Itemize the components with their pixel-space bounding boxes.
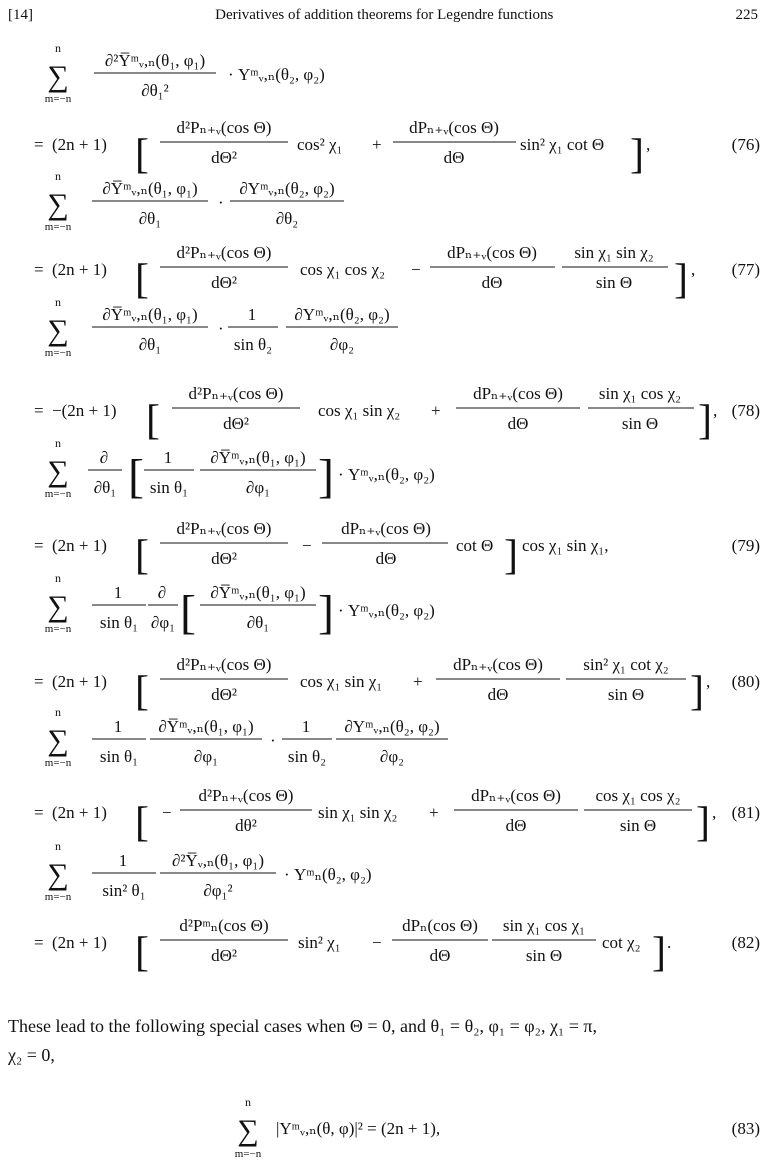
svg-text:]: ]: [504, 533, 518, 579]
svg-text:−: −: [411, 260, 421, 279]
svg-text:d²Pₙ₊ᵥ(cos Θ): d²Pₙ₊ᵥ(cos Θ): [176, 243, 272, 262]
svg-text:∑: ∑: [47, 455, 69, 488]
svg-text:[: [: [146, 398, 160, 444]
svg-text:sin θ₁: sin θ₁: [99, 747, 139, 766]
svg-text:=: =: [34, 260, 44, 279]
svg-text:(2n + 1): (2n + 1): [52, 536, 107, 555]
svg-text:∑: ∑: [47, 188, 69, 221]
svg-text:∂Y̅ᵐᵥ,ₙ(θ₁, φ₁): ∂Y̅ᵐᵥ,ₙ(θ₁, φ₁): [210, 448, 306, 467]
eq82-rhs: [34, 916, 760, 976]
svg-text:dΘ: dΘ: [507, 414, 529, 433]
svg-text:m=−n: m=−n: [44, 347, 72, 359]
svg-text:∂Yᵐᵥ,ₙ(θ₂, φ₂): ∂Yᵐᵥ,ₙ(θ₂, φ₂): [294, 305, 390, 324]
eq-number: (77): [731, 260, 760, 279]
eq77-lhs: [45, 169, 344, 233]
svg-text:n: n: [55, 705, 61, 719]
svg-text:n: n: [55, 436, 61, 450]
prose-line-2: χ₂ = 0,: [8, 1045, 55, 1065]
svg-text:Yᵐᵥ,ₙ(θ₂, φ₂): Yᵐᵥ,ₙ(θ₂, φ₂): [348, 465, 435, 484]
svg-text:sin θ₁: sin θ₁: [149, 478, 189, 497]
eq79-lhs: [45, 436, 435, 503]
eq79-rhs: [34, 519, 760, 579]
svg-text:sin χ₁ sin χ₂: sin χ₁ sin χ₂: [574, 243, 654, 262]
svg-text:−: −: [302, 536, 312, 555]
svg-text:1: 1: [113, 717, 123, 736]
svg-text:∂θ₂: ∂θ₂: [275, 209, 299, 228]
svg-text:∂: ∂: [157, 583, 167, 602]
svg-text:−: −: [162, 803, 172, 822]
y2: Yᵐᵥ,ₙ(θ₂, φ₂): [238, 65, 325, 84]
frac-den: dΘ²: [211, 148, 237, 167]
svg-text:+: +: [431, 401, 441, 420]
svg-text:dΘ²: dΘ²: [223, 414, 249, 433]
svg-text:dθ²: dθ²: [235, 816, 257, 835]
svg-text:dΘ: dΘ: [481, 273, 503, 292]
svg-text:·: ·: [218, 193, 224, 212]
bracket-left: [: [135, 132, 149, 178]
eq83: [235, 1095, 760, 1160]
svg-text:sin θ₂: sin θ₂: [287, 747, 327, 766]
svg-text:∂Y̅ᵐᵥ,ₙ(θ₁, φ₁): ∂Y̅ᵐᵥ,ₙ(θ₁, φ₁): [210, 583, 306, 602]
svg-text:cos χ₁ sin χ₁,: cos χ₁ sin χ₁,: [522, 536, 609, 555]
svg-text:dΘ²: dΘ²: [211, 685, 237, 704]
svg-text:[: [: [135, 669, 149, 715]
svg-text:sin² θ₁: sin² θ₁: [102, 881, 146, 900]
svg-text:n: n: [55, 571, 61, 585]
frac-num: ∂²Y̅ᵐᵥ,ₙ(θ₁, φ₁): [104, 51, 206, 70]
svg-text:∂φ₁: ∂φ₁: [245, 478, 271, 497]
trail: ,: [646, 135, 651, 154]
eq-number: (81): [731, 803, 760, 822]
svg-text:dPₙ₊ᵥ(cos Θ): dPₙ₊ᵥ(cos Θ): [453, 655, 543, 674]
svg-text:m=−n: m=−n: [44, 221, 72, 233]
svg-text:]: ]: [318, 586, 334, 639]
svg-text:∂φ₂: ∂φ₂: [379, 747, 405, 766]
svg-text:·: ·: [338, 465, 344, 484]
eq-number: (79): [731, 536, 760, 555]
svg-text:[: [: [135, 800, 149, 846]
svg-text:d²Pᵐₙ(cos Θ): d²Pᵐₙ(cos Θ): [179, 916, 269, 935]
op: +: [372, 135, 382, 154]
svg-text:−(2n + 1): −(2n + 1): [52, 401, 117, 420]
svg-text:m=−n: m=−n: [234, 1148, 262, 1160]
svg-text:n: n: [55, 839, 61, 853]
svg-text:∂Y̅ᵐᵥ,ₙ(θ₁, φ₁): ∂Y̅ᵐᵥ,ₙ(θ₁, φ₁): [102, 305, 198, 324]
svg-text:dPₙ₊ᵥ(cos Θ): dPₙ₊ᵥ(cos Θ): [473, 384, 563, 403]
svg-text:,: ,: [691, 260, 696, 279]
svg-text:1: 1: [247, 305, 257, 324]
eq80-rhs: [34, 655, 760, 715]
svg-text:∂φ₁: ∂φ₁: [150, 613, 176, 632]
running-title: Derivatives of addition theorems for Legendre functions: [215, 6, 554, 23]
svg-text:m=−n: m=−n: [44, 757, 72, 769]
svg-text:cos χ₁ sin χ₁: cos χ₁ sin χ₁: [300, 672, 383, 691]
svg-text:sin Θ: sin Θ: [595, 273, 633, 292]
svg-text:sin Θ: sin Θ: [525, 946, 563, 965]
svg-text:∑: ∑: [47, 724, 69, 757]
svg-text:d²Pₙ₊ᵥ(cos Θ): d²Pₙ₊ᵥ(cos Θ): [176, 655, 272, 674]
svg-text:=: =: [34, 536, 44, 555]
svg-text:dΘ: dΘ: [505, 816, 527, 835]
svg-text:∂θ₁: ∂θ₁: [138, 335, 162, 354]
svg-text:·: ·: [338, 601, 344, 620]
eq81-lhs: [45, 705, 448, 769]
svg-text:dPₙ₊ᵥ(cos Θ): dPₙ₊ᵥ(cos Θ): [471, 786, 561, 805]
sum-lower: m=−n: [44, 93, 72, 105]
svg-text:∂θ₁: ∂θ₁: [138, 209, 162, 228]
eq76-rhs: [34, 118, 760, 178]
eq76-lhs: [45, 41, 325, 105]
svg-text:∂φ₁: ∂φ₁: [193, 747, 219, 766]
svg-text:sin² χ₁ cot χ₂: sin² χ₁ cot χ₂: [583, 655, 669, 674]
svg-text:n: n: [55, 169, 61, 183]
svg-text:(2n + 1): (2n + 1): [52, 933, 107, 952]
svg-text:[: [: [135, 930, 149, 976]
bracket-right: ]: [630, 132, 644, 178]
svg-text:,: ,: [713, 401, 718, 420]
equals: =: [34, 135, 44, 154]
coef: (2n + 1): [52, 135, 107, 154]
svg-text:(2n + 1): (2n + 1): [52, 672, 107, 691]
svg-text:m=−n: m=−n: [44, 623, 72, 635]
sum-upper: n: [55, 41, 61, 55]
eq82-lhs: [45, 839, 372, 903]
sum-sign: ∑: [47, 60, 69, 93]
svg-text:m=−n: m=−n: [44, 891, 72, 903]
svg-text:=: =: [34, 803, 44, 822]
svg-text:]: ]: [696, 800, 710, 846]
eq80-lhs: [45, 571, 435, 639]
svg-text:cos χ₁ sin χ₂: cos χ₁ sin χ₂: [318, 401, 401, 420]
svg-text:sin θ₁: sin θ₁: [99, 613, 139, 632]
eq-number: (80): [731, 672, 760, 691]
svg-text:sin χ₁ cos χ₂: sin χ₁ cos χ₂: [598, 384, 682, 403]
svg-text:∂Yᵐᵥ,ₙ(θ₂, φ₂): ∂Yᵐᵥ,ₙ(θ₂, φ₂): [239, 179, 335, 198]
svg-text:·: ·: [270, 731, 276, 750]
svg-text:sin θ₂: sin θ₂: [233, 335, 273, 354]
frac-den: dΘ: [443, 148, 465, 167]
svg-text:1: 1: [113, 583, 123, 602]
dot: ·: [228, 65, 234, 84]
svg-text:+: +: [429, 803, 439, 822]
svg-text:n: n: [55, 295, 61, 309]
svg-text:dΘ²: dΘ²: [211, 946, 237, 965]
svg-text:m=−n: m=−n: [44, 488, 72, 500]
svg-text:∂Y̅ᵐᵥ,ₙ(θ₁, φ₁): ∂Y̅ᵐᵥ,ₙ(θ₁, φ₁): [158, 717, 254, 736]
svg-text:]: ]: [318, 450, 334, 503]
svg-text:n: n: [245, 1095, 251, 1109]
svg-text:cot χ₂: cot χ₂: [602, 933, 641, 952]
svg-text:dΘ: dΘ: [487, 685, 509, 704]
svg-text:sin Θ: sin Θ: [619, 816, 657, 835]
svg-text:Yᵐₙ(θ₂, φ₂): Yᵐₙ(θ₂, φ₂): [294, 865, 372, 884]
eq-number: (78): [731, 401, 760, 420]
svg-text:∑: ∑: [47, 858, 69, 891]
eq-number: (83): [731, 1119, 760, 1138]
svg-text:∂Y̅ᵐᵥ,ₙ(θ₁, φ₁): ∂Y̅ᵐᵥ,ₙ(θ₁, φ₁): [102, 179, 198, 198]
svg-text:sin χ₁ cos χ₁: sin χ₁ cos χ₁: [502, 916, 586, 935]
svg-text:]: ]: [698, 398, 712, 444]
svg-text:·: ·: [284, 865, 290, 884]
svg-text:∂φ₂: ∂φ₂: [329, 335, 355, 354]
svg-text:·: ·: [218, 319, 224, 338]
term: cos² χ₁: [297, 135, 343, 154]
svg-text:cos χ₁ cos χ₂: cos χ₁ cos χ₂: [300, 260, 386, 279]
eq-number: (82): [731, 933, 760, 952]
svg-text:d²Pₙ₊ᵥ(cos Θ): d²Pₙ₊ᵥ(cos Θ): [198, 786, 294, 805]
svg-text:dΘ: dΘ: [375, 549, 397, 568]
svg-text:∂φ₁²: ∂φ₁²: [203, 881, 233, 900]
page-number: 225: [735, 6, 758, 23]
svg-text:(2n + 1): (2n + 1): [52, 803, 107, 822]
svg-text:dΘ²: dΘ²: [211, 273, 237, 292]
svg-text:[: [: [135, 257, 149, 303]
svg-text:[: [: [135, 533, 149, 579]
eq83-body: |Yᵐᵥ,ₙ(θ, φ)|² = (2n + 1),: [276, 1119, 441, 1138]
svg-text:=: =: [34, 672, 44, 691]
svg-text:sin² χ₁: sin² χ₁: [298, 933, 341, 952]
eq-number: (76): [731, 135, 760, 154]
svg-text:(2n + 1): (2n + 1): [52, 260, 107, 279]
svg-text:]: ]: [690, 669, 704, 715]
svg-text:dPₙ₊ᵥ(cos Θ): dPₙ₊ᵥ(cos Θ): [447, 243, 537, 262]
svg-text:[: [: [180, 586, 196, 639]
svg-text:∂Yᵐᵥ,ₙ(θ₂, φ₂): ∂Yᵐᵥ,ₙ(θ₂, φ₂): [344, 717, 440, 736]
svg-text:dPₙ₊ᵥ(cos Θ): dPₙ₊ᵥ(cos Θ): [341, 519, 431, 538]
svg-text:1: 1: [301, 717, 311, 736]
svg-text:]: ]: [674, 257, 688, 303]
svg-text:+: +: [413, 672, 423, 691]
svg-text:.: .: [667, 933, 672, 952]
svg-text:sin Θ: sin Θ: [621, 414, 659, 433]
svg-text:,: ,: [712, 803, 717, 822]
prose-line-1: These lead to the following special cases when Θ = 0, and θ₁ = θ₂, φ₁ = φ₂, χ₁ = π,: [8, 1016, 597, 1036]
svg-text:sin Θ: sin Θ: [607, 685, 645, 704]
svg-text:]: ]: [652, 930, 666, 976]
frac-num: dPₙ₊ᵥ(cos Θ): [409, 118, 499, 137]
svg-text:cos χ₁ cos χ₂: cos χ₁ cos χ₂: [595, 786, 681, 805]
svg-text:1: 1: [163, 448, 173, 467]
svg-text:∑: ∑: [47, 314, 69, 347]
svg-text:,: ,: [706, 672, 711, 691]
svg-text:∂θ₁: ∂θ₁: [246, 613, 270, 632]
svg-text:Yᵐᵥ,ₙ(θ₂, φ₂): Yᵐᵥ,ₙ(θ₂, φ₂): [348, 601, 435, 620]
svg-text:=: =: [34, 933, 44, 952]
eq78-lhs: [45, 295, 398, 359]
eq77-rhs: [34, 243, 760, 303]
frac-num: d²Pₙ₊ᵥ(cos Θ): [176, 118, 272, 137]
eq78-rhs: [34, 384, 760, 444]
svg-text:∂²Y̅ᵥ,ₙ(θ₁, φ₁): ∂²Y̅ᵥ,ₙ(θ₁, φ₁): [171, 851, 265, 870]
section-label: [14]: [8, 6, 33, 23]
frac-den: ∂θ₁²: [141, 81, 169, 100]
svg-text:sin χ₁ sin χ₂: sin χ₁ sin χ₂: [318, 803, 398, 822]
svg-text:1: 1: [118, 851, 128, 870]
svg-text:∂θ₁: ∂θ₁: [93, 478, 117, 497]
svg-text:d²Pₙ₊ᵥ(cos Θ): d²Pₙ₊ᵥ(cos Θ): [188, 384, 284, 403]
svg-text:∑: ∑: [237, 1114, 259, 1147]
svg-text:−: −: [372, 933, 382, 952]
svg-text:dPₙ(cos Θ): dPₙ(cos Θ): [402, 916, 478, 935]
svg-text:=: =: [34, 401, 44, 420]
svg-text:[: [: [128, 450, 144, 503]
svg-text:d²Pₙ₊ᵥ(cos Θ): d²Pₙ₊ᵥ(cos Θ): [176, 519, 272, 538]
body-text: [8, 1012, 760, 1070]
svg-text:dΘ: dΘ: [429, 946, 451, 965]
svg-text:∑: ∑: [47, 590, 69, 623]
eq81-rhs: [34, 786, 760, 846]
svg-text:∂: ∂: [99, 448, 109, 467]
term: sin² χ₁ cot Θ: [520, 135, 605, 154]
svg-text:cot Θ: cot Θ: [456, 536, 494, 555]
svg-text:dΘ²: dΘ²: [211, 549, 237, 568]
